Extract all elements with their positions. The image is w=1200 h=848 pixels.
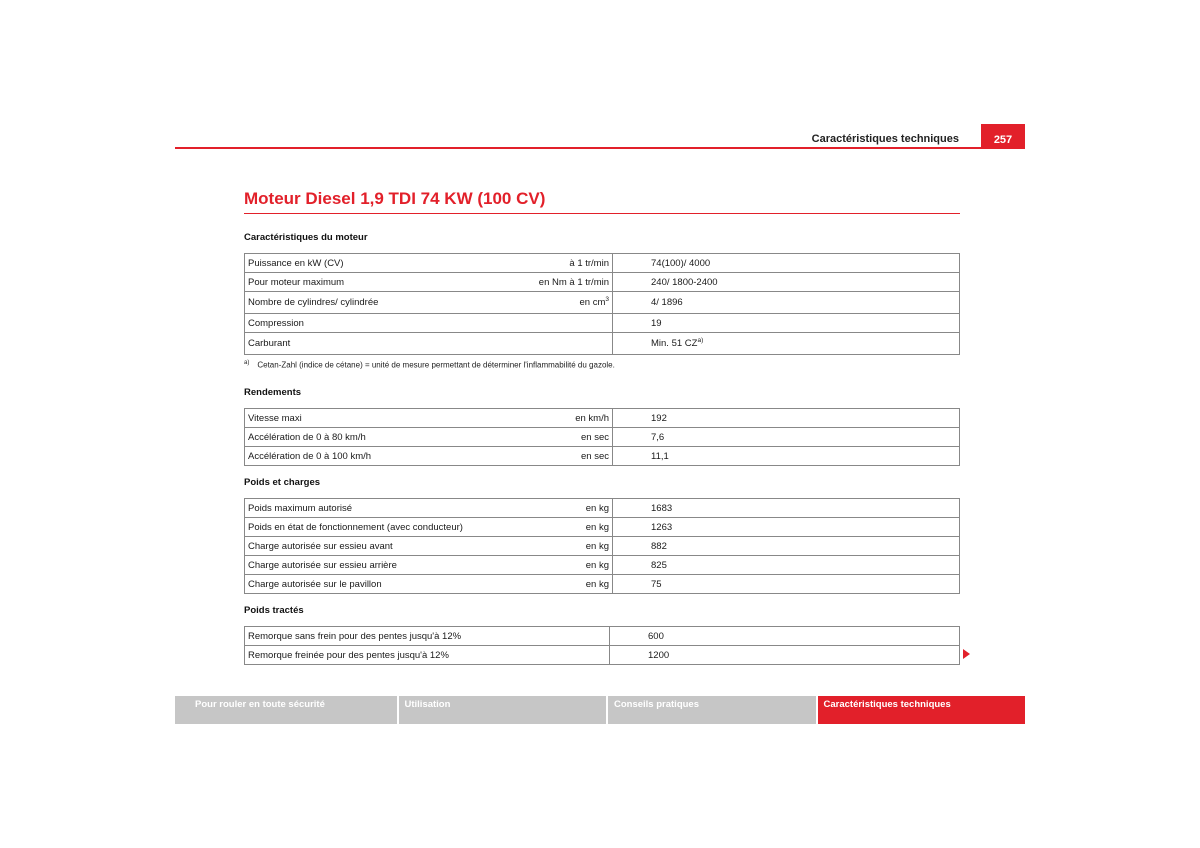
- row-value: 882: [613, 537, 960, 556]
- footer-tab-utilisation[interactable]: Utilisation: [399, 696, 609, 724]
- row-label: Puissance en kW (CV): [245, 254, 507, 273]
- table-row: [245, 627, 960, 646]
- next-page-arrow-icon[interactable]: [963, 649, 970, 659]
- table-row: [245, 646, 960, 665]
- footer-tab-securite[interactable]: Pour rouler en toute sécurité: [175, 696, 399, 724]
- footnote: [244, 360, 615, 370]
- row-unit: en kg: [506, 575, 613, 594]
- row-value: 600: [610, 627, 960, 646]
- row-unit: en kg: [506, 518, 613, 537]
- weights-heading: Poids et charges: [244, 477, 321, 488]
- row-label: Charge autorisée sur le pavillon: [245, 575, 507, 594]
- towing-heading: Poids tractés: [244, 605, 304, 616]
- header-section-title: Caractéristiques techniques: [811, 133, 959, 145]
- row-value: 4/ 1896: [613, 292, 960, 314]
- row-label: Poids en état de fonctionnement (avec conducteur): [245, 518, 507, 537]
- footnote-marker: a): [244, 360, 250, 366]
- table-row: [245, 333, 960, 355]
- engine-heading: Caractéristiques du moteur: [244, 232, 368, 243]
- row-unit: en km/h: [506, 409, 613, 428]
- row-label: Charge autorisée sur essieu arrière: [245, 556, 507, 575]
- row-value: 192: [613, 409, 960, 428]
- row-label: Accélération de 0 à 100 km/h: [245, 447, 507, 466]
- row-value: 7,6: [613, 428, 960, 447]
- header-rule: [175, 147, 981, 149]
- unit-superscript: 3: [605, 296, 609, 304]
- table-row: [245, 428, 960, 447]
- row-unit: [506, 292, 613, 314]
- footer-tab-caracteristiques[interactable]: Caractéristiques techniques: [818, 696, 1026, 724]
- footer-nav: [175, 696, 1025, 724]
- table-row: [245, 499, 960, 518]
- row-value: 74(100)/ 4000: [613, 254, 960, 273]
- towing-table: [244, 626, 960, 665]
- table-row: [245, 273, 960, 292]
- row-label: Remorque sans frein pour des pentes jusqu'à 12%: [245, 627, 610, 646]
- row-label: Accélération de 0 à 80 km/h: [245, 428, 507, 447]
- row-unit: [506, 333, 613, 355]
- table-row: [245, 409, 960, 428]
- page-title: Moteur Diesel 1,9 TDI 74 KW (100 CV): [244, 189, 546, 208]
- value-text: Min. 51 CZ: [651, 338, 698, 350]
- row-value: 1200: [610, 646, 960, 665]
- table-row: [245, 254, 960, 273]
- row-unit: en kg: [506, 556, 613, 575]
- row-value: [613, 333, 960, 355]
- row-unit: à 1 tr/min: [506, 254, 613, 273]
- row-unit: en kg: [506, 537, 613, 556]
- page-number: 257: [981, 124, 1025, 149]
- row-label: Carburant: [245, 333, 507, 355]
- title-rule: [244, 213, 960, 214]
- row-value: 825: [613, 556, 960, 575]
- engine-table: [244, 253, 960, 355]
- row-label: Compression: [245, 314, 507, 333]
- table-row: [245, 447, 960, 466]
- table-row: [245, 314, 960, 333]
- row-label: Pour moteur maximum: [245, 273, 507, 292]
- row-label: Poids maximum autorisé: [245, 499, 507, 518]
- table-row: [245, 556, 960, 575]
- row-unit: en Nm à 1 tr/min: [506, 273, 613, 292]
- row-unit: en sec: [506, 447, 613, 466]
- row-value: 11,1: [613, 447, 960, 466]
- performance-table: [244, 408, 960, 466]
- row-unit: en sec: [506, 428, 613, 447]
- row-label: Nombre de cylindres/ cylindrée: [245, 292, 507, 314]
- row-unit: en kg: [506, 499, 613, 518]
- row-value: 75: [613, 575, 960, 594]
- row-value: 1683: [613, 499, 960, 518]
- row-label: Remorque freinée pour des pentes jusqu'à 12%: [245, 646, 610, 665]
- row-label: Vitesse maxi: [245, 409, 507, 428]
- footnote-ref: a): [697, 337, 704, 345]
- unit-text: en cm: [579, 297, 606, 309]
- table-row: [245, 518, 960, 537]
- row-unit: [506, 314, 613, 333]
- row-label: Charge autorisée sur essieu avant: [245, 537, 507, 556]
- footer-tab-conseils[interactable]: Conseils pratiques: [608, 696, 818, 724]
- row-value: 240/ 1800-2400: [613, 273, 960, 292]
- table-row: [245, 537, 960, 556]
- performance-heading: Rendements: [244, 387, 302, 398]
- table-row: [245, 575, 960, 594]
- weights-table: [244, 498, 960, 594]
- footnote-text: Cetan-Zahl (indice de cétane) = unité de mesure permettant de déterminer l'inflammabilité du gazole.: [257, 360, 615, 370]
- row-value: 19: [613, 314, 960, 333]
- row-value: 1263: [613, 518, 960, 537]
- table-row: [245, 292, 960, 314]
